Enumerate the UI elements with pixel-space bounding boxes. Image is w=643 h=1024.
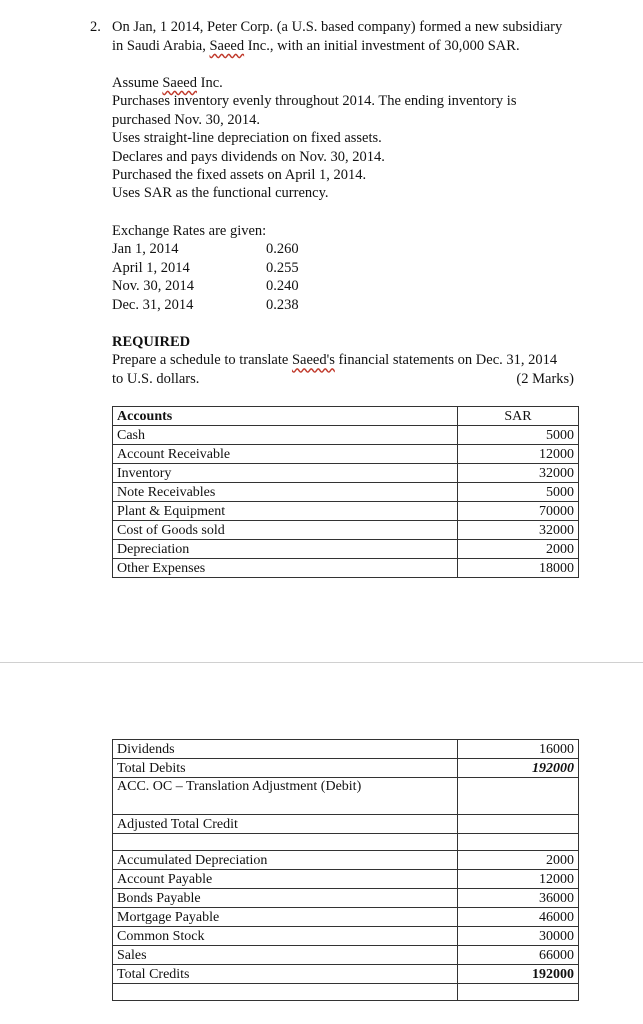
assume-line: Purchases inventory evenly throughout 2014. The ending inventory is xyxy=(112,93,517,110)
header-accounts: Accounts xyxy=(113,407,458,426)
table-row: Other Expenses 18000 xyxy=(113,559,579,578)
table-row: Cash 5000 xyxy=(113,426,579,445)
question-intro xyxy=(90,18,590,56)
translation-adjustment-row: ACC. OC – Translation Adjustment (Debit) xyxy=(113,778,579,815)
table-row: Common Stock 30000 xyxy=(113,927,579,946)
table-row: Mortgage Payable 46000 xyxy=(113,908,579,927)
table-row: Dividends 16000 xyxy=(113,740,579,759)
table-row: Depreciation 2000 xyxy=(113,540,579,559)
assume-line: purchased Nov. 30, 2014. xyxy=(112,111,261,128)
table-row: Account Receivable 12000 xyxy=(113,445,579,464)
total-debits-row: Total Debits 192000 xyxy=(113,759,579,778)
subsidiary-name: Saeed xyxy=(162,75,197,91)
subsidiary-name: Saeed's xyxy=(291,352,335,369)
marks: (2 Marks) xyxy=(516,370,574,387)
rate-row: Dec. 31, 2014 0.238 xyxy=(112,296,299,313)
required-line-2: to U.S. dollars. (2 Marks) xyxy=(112,370,574,387)
intro-line-2: in Saudi Arabia, Saeed Inc., with an initial investment of 30,000 SAR. xyxy=(112,38,520,54)
accounts-table-credits xyxy=(112,739,579,1001)
table-header xyxy=(113,407,579,426)
blank-row xyxy=(113,834,579,851)
rate-row: April 1, 2014 0.255 xyxy=(112,259,299,276)
table-row: Bonds Payable 36000 xyxy=(113,889,579,908)
rate-row: Jan 1, 2014 0.260 xyxy=(112,241,299,258)
assume-line: Uses SAR as the functional currency. xyxy=(112,185,329,202)
required-section xyxy=(112,333,574,388)
blank-row xyxy=(113,984,579,1001)
table-row: Note Receivables 5000 xyxy=(113,483,579,502)
table-row: Inventory 32000 xyxy=(113,464,579,483)
table-row: Cost of Goods sold 32000 xyxy=(113,521,579,540)
required-line-1: Prepare a schedule to translate Saeed's financial statements on Dec. 31, 2014 xyxy=(112,352,558,369)
subsidiary-name: Saeed xyxy=(209,38,245,54)
assume-line: Assume Saeed Inc. xyxy=(112,75,223,91)
required-heading: REQUIRED xyxy=(112,334,191,350)
assume-line: Declares and pays dividends on Nov. 30, 2014. xyxy=(112,148,385,165)
rate-row: Nov. 30, 2014 0.240 xyxy=(112,278,299,295)
table-row: Plant & Equipment 70000 xyxy=(113,502,579,521)
rates-heading: Exchange Rates are given: xyxy=(112,223,267,239)
question-number: 2. xyxy=(90,19,101,35)
assume-line: Uses straight-line depreciation on fixed assets. xyxy=(112,130,382,147)
assume-line: Purchased the fixed assets on April 1, 2014. xyxy=(112,167,367,184)
total-credits-row: Total Credits 192000 xyxy=(113,965,579,984)
header-sar: SAR xyxy=(458,407,579,426)
table-row: Sales 66000 xyxy=(113,946,579,965)
page-divider xyxy=(0,662,643,663)
table-row: Accumulated Depreciation 2000 xyxy=(113,851,579,870)
intro-line-1: On Jan, 1 2014, Peter Corp. (a U.S. based company) formed a new subsidiary xyxy=(112,19,563,35)
assumptions xyxy=(112,74,582,203)
exchange-rates xyxy=(112,222,412,314)
adjusted-total-credit-row: Adjusted Total Credit xyxy=(113,815,579,834)
table-row: Account Payable 12000 xyxy=(113,870,579,889)
accounts-table-debits xyxy=(112,406,579,578)
